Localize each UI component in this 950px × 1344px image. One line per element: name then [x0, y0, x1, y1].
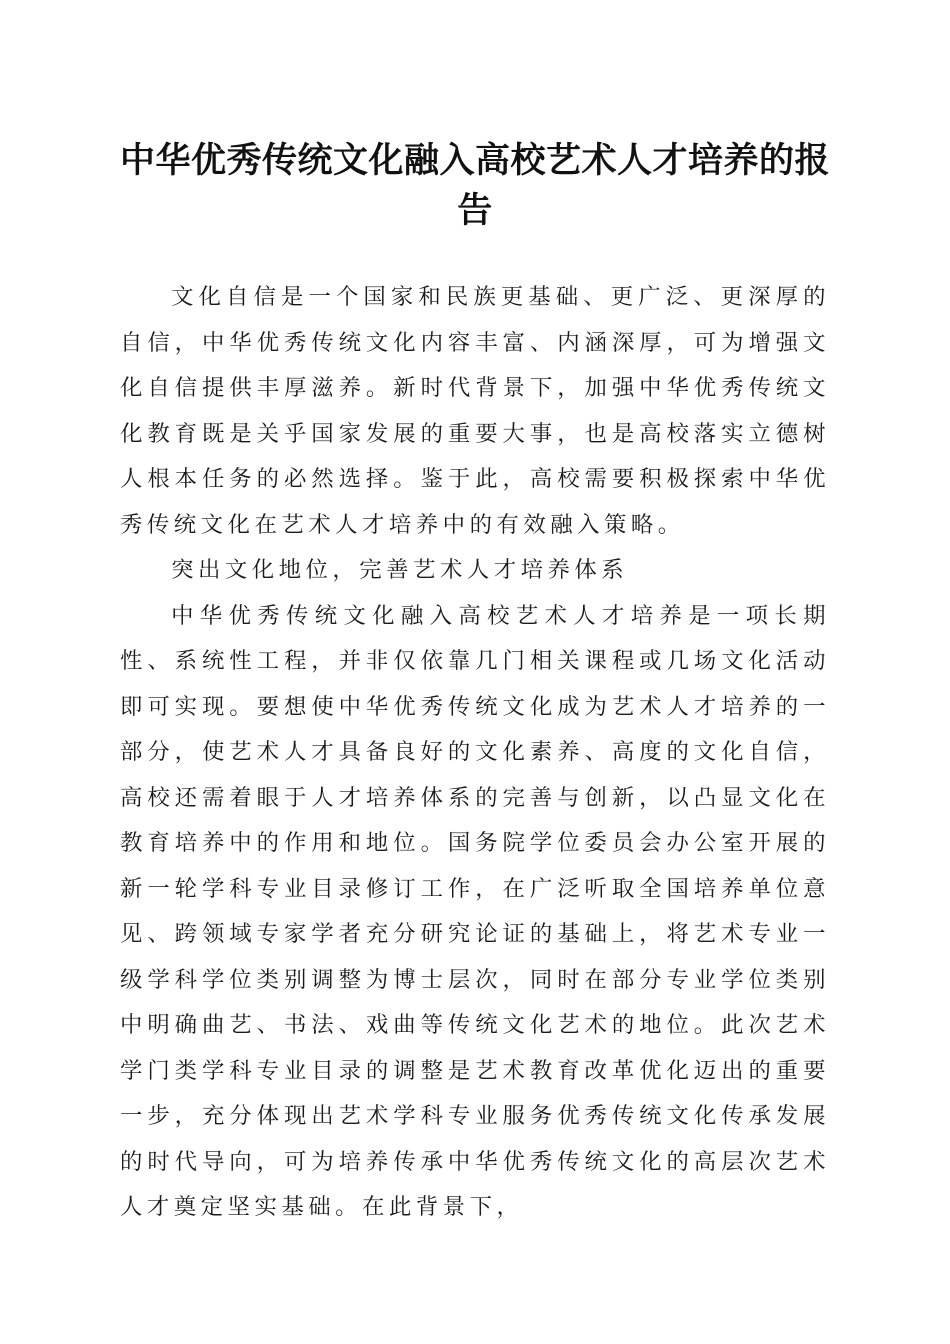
document-title: 中华优秀传统文化融入高校艺术人才培养的报告	[119, 140, 830, 231]
paragraph-intro: 文化自信是一个国家和民族更基础、更广泛、更深厚的自信，中华优秀传统文化内容丰富、内涵深厚，可为增强文化自信提供丰厚滋养。新时代背景下，加强中华优秀传统文化教育既是关乎国家发展的重要大事，也是高校落实立德树人根本任务的必然选择。鉴于此，高校需要积极探索中华优秀传统文化在艺术人才培养中的有效融入策略。	[120, 284, 830, 538]
section-heading: 突出文化地位，完善艺术人才培养体系	[171, 557, 629, 583]
paragraph-section-body: 中华优秀传统文化融入高校艺术人才培养是一项长期性、系统性工程，并非仅依靠几门相关课程或几场文化活动即可实现。要想使中华优秀传统文化成为艺术人才培养的一部分，使艺术人才具备良好的文化素养、高度的文化自信，高校还需着眼于人才培养体系的完善与创新，以凸显文化在教育培养中的作用和地位。国务院学位委员会办公室开展的新一轮学科专业目录修订工作，在广泛听取全国培养单位意见、跨领域专家学者充分研究论证的基础上，将艺术专业一级学科学位类别调整为博士层次，同时在部分专业学位类别中明确曲艺、书法、戏曲等传统文化艺术的地位。此次艺术学门类学科专业目录的调整是艺术教育改革优化迈出的重要一步，充分体现出艺术学科专业服务优秀传统文化传承发展的时代导向，可为培养传承中华优秀传统文化的高层次艺术人才奠定坚实基础。在此背景下，	[120, 602, 830, 1220]
document-body	[120, 275, 830, 1231]
